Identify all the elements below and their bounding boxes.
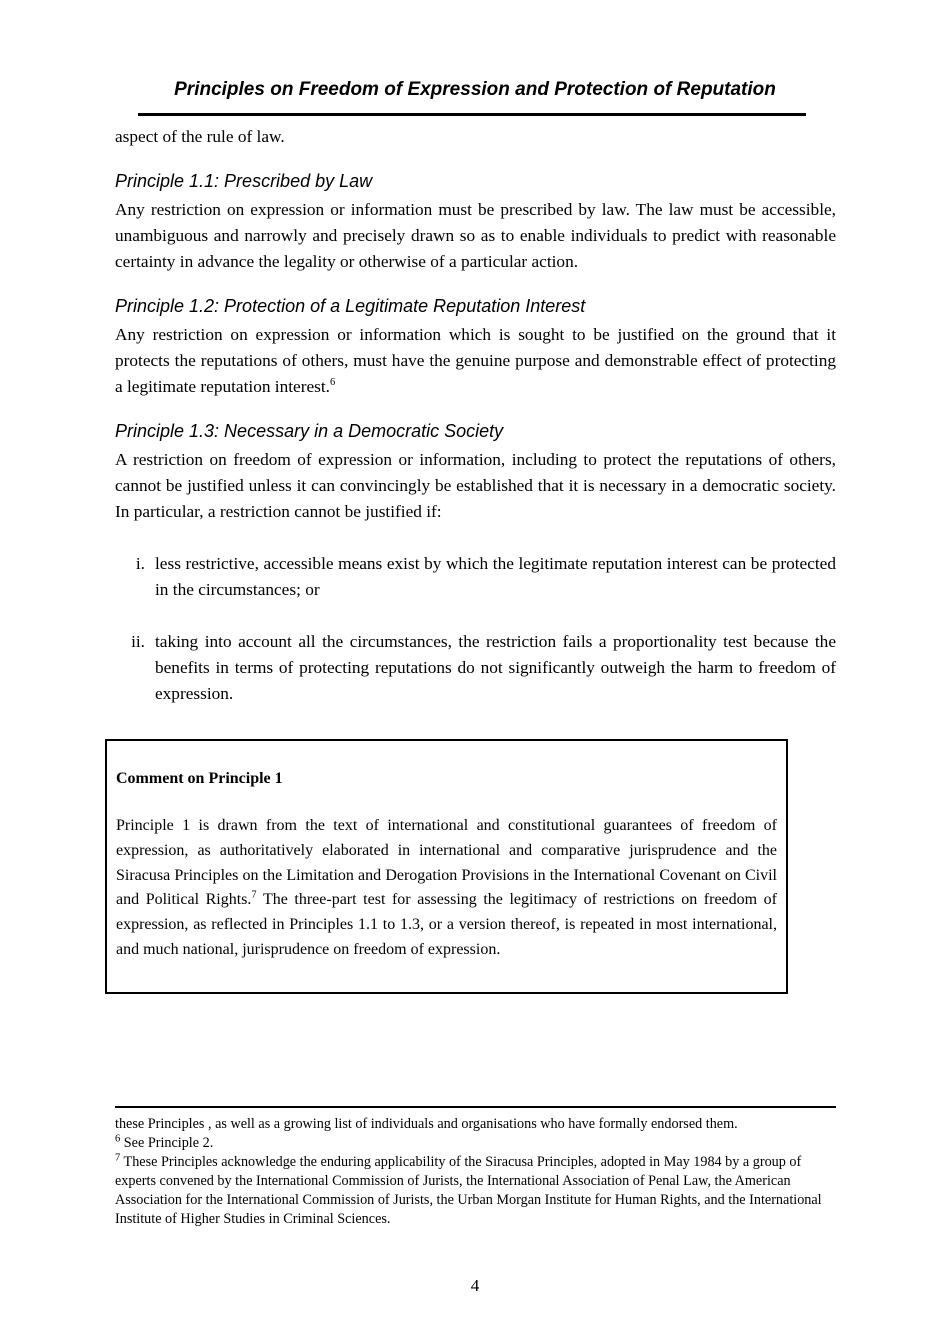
footnotes [115,1115,836,1229]
comment-box [105,739,788,994]
intro-fragment: aspect of the rule of law. [115,127,285,146]
list-item-number: ii. [131,632,145,651]
comment-text-part2: The three-part test for assessing the legitimacy of restrictions on freedom of expression, as reflected in Principles 1.1 to 1.3, or a version thereof, is repeated in most international, and much national, jurisprudence on freedom of expression. [116,891,777,958]
main-content [115,124,836,733]
comment-body [116,814,777,963]
list-item [115,551,836,603]
list-item-text: taking into account all the circumstances, the restriction fails a proportionality test because the benefits in terms of protecting reputations do not significantly outweigh the harm to freedom of expression. [155,632,836,703]
list-item [115,629,836,707]
header-rule [138,113,806,116]
comment-title: Comment on Principle 1 [116,770,283,787]
principle-1-1-heading: Principle 1.1: Prescribed by Law [115,171,373,191]
page-number: 4 [470,1276,480,1295]
principle-1-2-heading: Principle 1.2: Protection of a Legitimate Reputation Interest [115,296,586,316]
principle-1-1-text: Any restriction on expression or information must be prescribed by law. The law must be accessible, unambiguous and narrowly and precisely drawn so as to enable individuals to predict with reasonable certainty in advance the legality or otherwise of a particular action. [115,200,836,271]
running-header: Principles on Freedom of Expression and Protection of Reputation [174,79,776,100]
footnote-7 [115,1153,836,1229]
principle-1-2-text [115,322,836,400]
comment-text-part1: Principle 1 is drawn from the text of international and constitutional guarantees of freedom of expression, as authoritatively elaborated in international and comparative jurisprudence and the Siracusa Principles on the Limitation and Derogation Provisions in the International Covenant on Civil and Political Rights. [116,817,777,909]
footnote-text: See Principle 2. [120,1135,214,1151]
footnote-ref-6[interactable]: 6 [329,377,336,389]
footnote-6 [115,1134,836,1153]
principle-1-3-heading: Principle 1.3: Necessary in a Democratic Society [115,421,504,441]
conditions-list [115,551,836,707]
list-item-number: i. [135,554,145,573]
footnote-ref-7[interactable]: 7 [251,890,257,902]
footnote-continuation: these Principles , as well as a growing list of individuals and organisations who have formally endorsed them. [115,1116,738,1132]
footnote-text: These Principles acknowledge the enduring applicability of the Siracusa Principles, adopted in May 1984 by a group of experts convened by the International Commission of Jurists, the International Association of Penal Law, the American Association for the International Commission of Jurists, the Urban Morgan Institute for Human Rights, and the International Institute of Higher Studies in Criminal Sciences. [115,1154,822,1227]
principle-1-2-body: Any restriction on expression or information which is sought to be justified on the ground that it protects the reputations of others, must have the genuine purpose and demonstrable effect of protecting a legitimate reputation interest. [115,325,836,396]
list-item-text: less restrictive, accessible means exist by which the legitimate reputation interest can be protected in the circumstances; or [155,554,836,599]
footnote-number: 6 [115,1133,121,1145]
footnote-rule [115,1106,836,1108]
footnote-number: 7 [115,1152,121,1164]
principle-1-3-text: A restriction on freedom of expression or information, including to protect the reputations of others, cannot be justified unless it can convincingly be established that it is necessary in a democratic society. In particular, a restriction cannot be justified if: [115,450,836,521]
